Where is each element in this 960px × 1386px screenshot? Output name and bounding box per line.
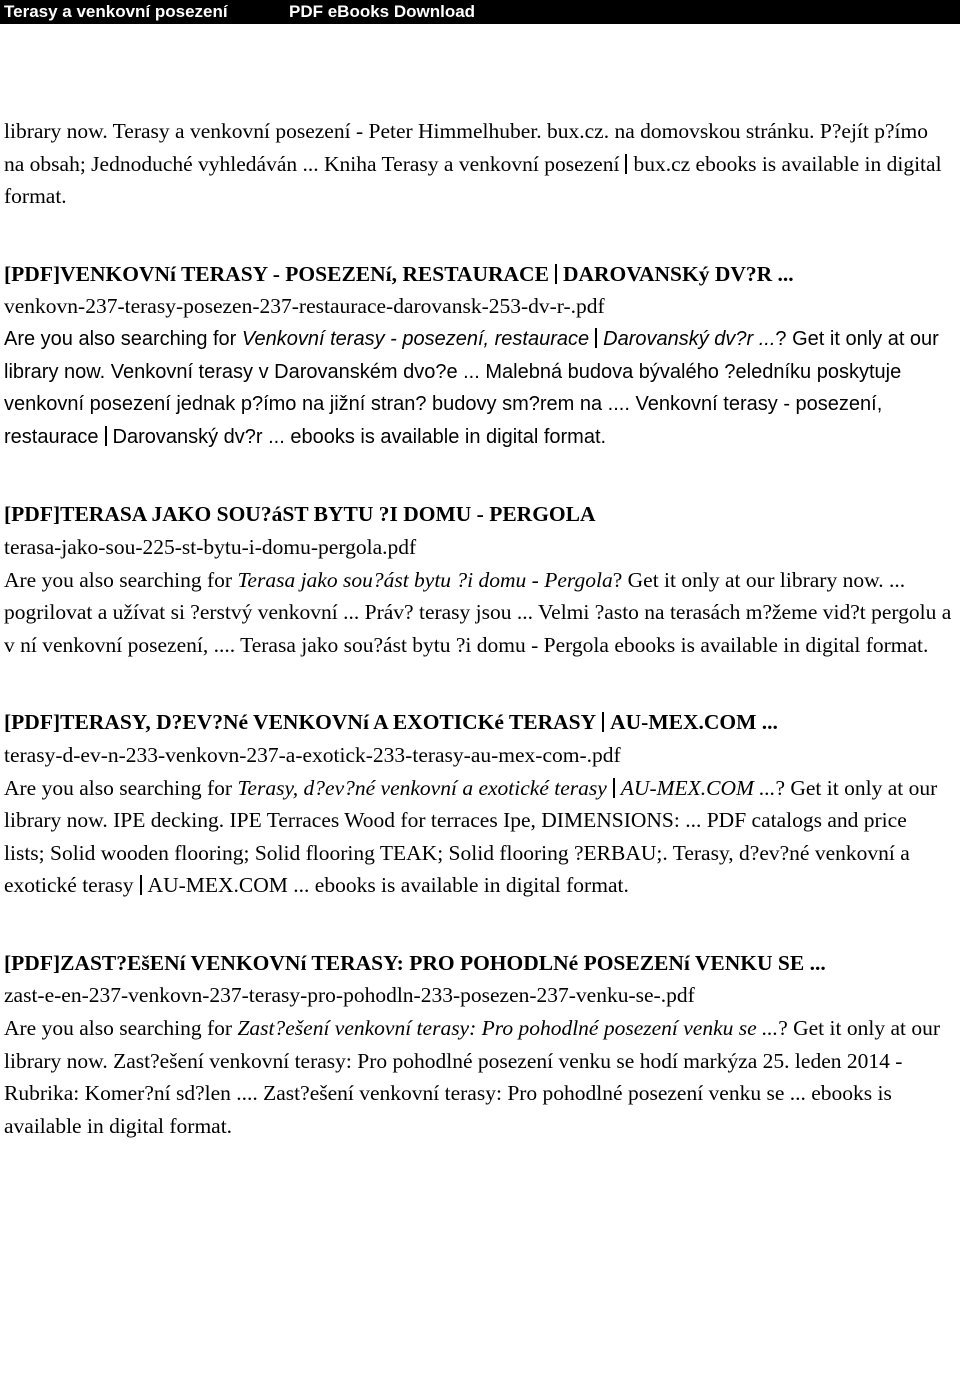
- ask-title: Zast?ešení venkovní terasy: Pro pohodlné posezení venku se ...: [237, 1016, 779, 1041]
- document-content: [4, 115, 952, 1142]
- section-excerpt: Venkovní terasy v Darovanském dvo?e ... Malebná budova bývalého ?eledníku poskytuje venkovní posezení jednak p?ímo na jižní stran? budovy sm?rem na .... Venkovní terasy - posezení, restaurace: [4, 360, 902, 448]
- ask-prefix: Are you also searching for: [4, 567, 238, 592]
- section-body: [4, 323, 952, 453]
- section-excerpt: Darovanský dv?r ... ebooks is available in digital format.: [112, 425, 607, 448]
- pipe-separator: [613, 778, 615, 798]
- section-title-part: [PDF]TERASY, D?EV?Né VENKOVNí A EXOTICKé TERASY: [4, 710, 597, 735]
- header-subtitle: PDF eBooks Download: [289, 2, 476, 21]
- intro-text-a: library now. Terasy a venkovní posezení - Peter Himmelhuber. bux.cz. na domovskou stránku. P?ejít p?ímo na obsah; Jednoduché vyhledáván ... Kniha Terasy a venkovní posezení: [4, 119, 928, 176]
- pipe-separator: [595, 328, 597, 348]
- result-section-4: [4, 947, 952, 1143]
- result-section-2: [4, 498, 952, 661]
- section-excerpt: AU-MEX.COM ... ebooks is available in digital format.: [147, 873, 629, 898]
- section-filename: terasy-d-ev-n-233-venkovn-237-a-exotick-233-terasy-au-mex-com-.pdf: [4, 742, 621, 767]
- section-title-part: DAROVANSKý DV?R ...: [562, 261, 794, 286]
- section-title-part: [PDF]VENKOVNí TERASY - POSEZENí, RESTAURACE: [4, 261, 549, 286]
- section-title[interactable]: [4, 706, 952, 739]
- section-filename: venkovn-237-terasy-posezen-237-restaurace-darovansk-253-dv-r-.pdf: [4, 294, 605, 319]
- ask-title: Terasy, d?ev?né venkovní a exotické terasy: [237, 775, 607, 800]
- ask-prefix: Are you also searching for: [4, 327, 242, 350]
- pipe-separator: [625, 154, 627, 174]
- header-bar: [0, 0, 960, 24]
- header-title: Terasy a venkovní posezení: [4, 2, 228, 21]
- section-body: [4, 979, 952, 1142]
- section-excerpt: Zast?ešení venkovní terasy: Pro pohodlné posezení venku se hodí markýza 25. leden 2014 - Rubrika: Komer?ní sd?len .... Zast?ešení venkovní terasy: Pro pohodlné posezení venku se ... ebooks is available in digital format.: [4, 1048, 903, 1138]
- section-filename-line: [4, 290, 952, 323]
- intro-paragraph: [4, 115, 952, 213]
- result-section-1: [4, 258, 952, 454]
- ask-suffix: ? Get it only at our library now.: [4, 775, 938, 833]
- section-title-part: AU-MEX.COM ...: [610, 710, 778, 735]
- pipe-separator: [105, 426, 107, 446]
- section-excerpt: IPE decking. IPE Terraces Wood for terraces Ipe, DIMENSIONS: ... PDF catalogs and price lists; Solid wooden flooring; Solid flooring TEAK; Solid flooring ?ERBAU;. Terasy, d?ev?né venkovní a exotické terasy: [4, 808, 910, 898]
- ask-title: AU-MEX.COM ...: [620, 775, 776, 800]
- pipe-separator: [602, 712, 604, 732]
- section-title[interactable]: [PDF]ZAST?EšENí VENKOVNí TERASY: PRO POHODLNé POSEZENí VENKU SE ...: [4, 950, 826, 975]
- ask-prefix: Are you also searching for: [4, 1016, 238, 1041]
- section-excerpt: ... pogrilovat a užívat si ?erstvý venkovní ... Práv? terasy jsou ... Velmi ?asto na terasách m?žeme vid?t pergolu a v ní venkovní posezení, .... Terasa jako sou?ást bytu ?i domu - Pergola ebooks is available in digital format.: [4, 567, 952, 657]
- section-title[interactable]: [PDF]TERASA JAKO SOU?áST BYTU ?I DOMU - PERGOLA: [4, 502, 596, 527]
- ask-suffix: ? Get it only at our library now.: [4, 1016, 940, 1073]
- section-title[interactable]: [4, 258, 952, 291]
- section-body: [4, 739, 952, 902]
- section-body: [4, 531, 952, 661]
- ask-title: Terasa jako sou?ást bytu ?i domu - Pergola: [237, 567, 613, 592]
- pipe-separator: [555, 264, 557, 284]
- result-section-3: [4, 706, 952, 902]
- ask-suffix: ? Get it only at our library now.: [4, 327, 939, 383]
- ask-suffix: ? Get it only at our library now.: [612, 567, 884, 592]
- ask-title: Darovanský dv?r ...: [603, 327, 776, 350]
- intro-text-b: bux.cz ebooks is available in digital format.: [4, 151, 942, 209]
- section-filename: zast-e-en-237-venkovn-237-terasy-pro-pohodln-233-posezen-237-venku-se-.pdf: [4, 983, 695, 1008]
- section-filename: terasa-jako-sou-225-st-bytu-i-domu-pergola.pdf: [4, 534, 417, 559]
- ask-title: Venkovní terasy - posezení, restaurace: [241, 327, 590, 350]
- pipe-separator: [140, 875, 142, 895]
- ask-prefix: Are you also searching for: [4, 775, 238, 800]
